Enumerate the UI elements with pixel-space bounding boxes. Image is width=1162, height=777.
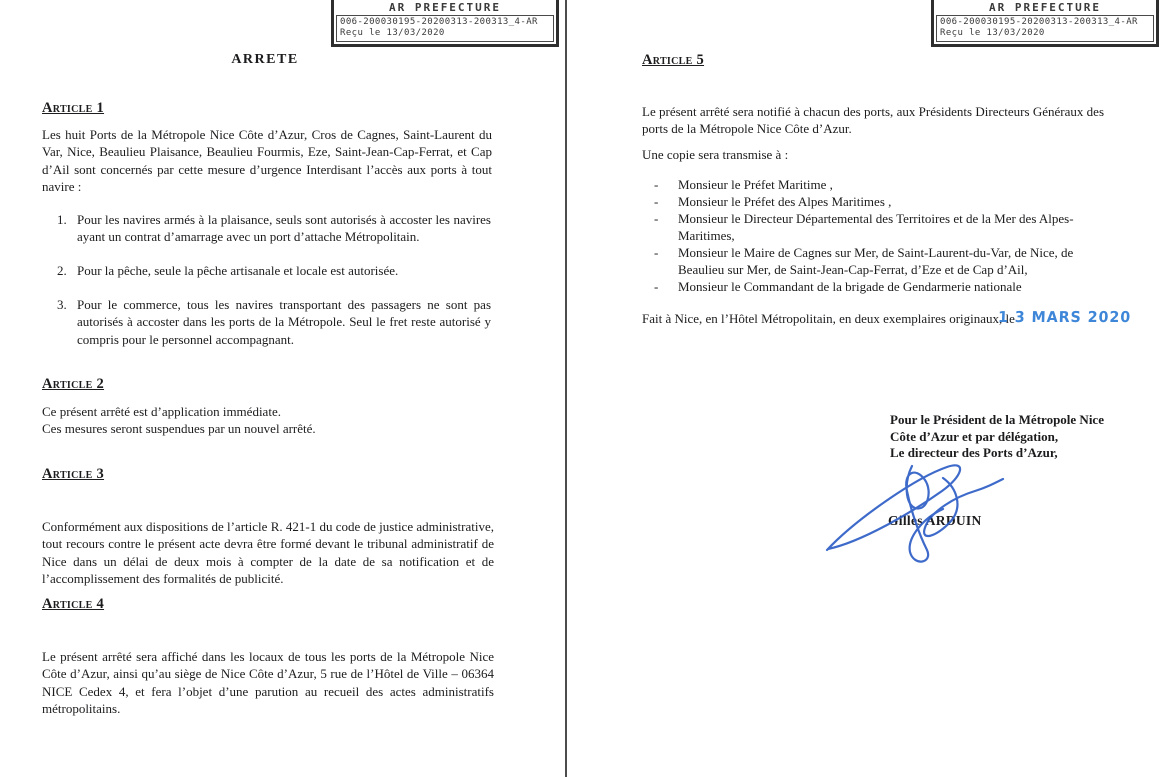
prefecture-stamp	[331, 0, 559, 47]
article-4-heading: Article 4	[42, 596, 105, 612]
recipient-item	[642, 244, 1122, 278]
date-stamp: 1 3 MARS 2020	[997, 308, 1132, 326]
recipients-list	[642, 176, 1122, 295]
list-item-1	[57, 211, 491, 246]
recipient-item	[642, 210, 1122, 244]
list-item-1-number: 1.	[57, 212, 67, 227]
article-1-heading: Article 1	[42, 100, 105, 116]
recipient-text: Monsieur le Préfet Maritime ,	[678, 177, 833, 192]
recipient-text: Monsieur le Préfet des Alpes Maritimes ,	[678, 194, 892, 209]
handwritten-signature	[815, 446, 1015, 574]
list-item-2	[57, 262, 491, 279]
list-item-3-text: Pour le commerce, tous les navires transportant des passagers ne sont pas autorisés à accoster dans les ports de la Métropole. Seul le fret reste autorisé y compris pour le personnel accompagnant.	[77, 297, 491, 347]
article-3-body: Conformément aux dispositions de l’article R. 421-1 du code de justice administrative, tout recours contre le présent acte devra être formé devant le tribunal administratif de Nice dans un délai de deux mois à compter de la date de sa notification et de l’accomplissement des formalités de publicité.	[42, 519, 494, 586]
article-2-line-2: Ces mesures seront suspendues par un nouvel arrêté.	[42, 421, 316, 436]
article-4-body: Le présent arrêté sera affiché dans les locaux de tous les ports de la Métropole Nice Côte d’Azur, ainsi qu’au siège de Nice Côte d’Azur, 5 rue de l’Hôtel de Ville – 06364 NICE Cedex 4, et fera l’objet d’une parution au recueil des actes administratifs métropolitains.	[42, 649, 494, 716]
list-item-1-text: Pour les navires armés à la plaisance, seuls sont autorisés à accoster les navires ayant un contrat d’amarrage avec un port d’attache Métropolitain.	[77, 212, 491, 245]
list-item-3-number: 3.	[57, 297, 67, 312]
article-3-heading: Article 3	[42, 466, 105, 482]
page-divider	[565, 0, 567, 777]
stamp-received-date: Reçu le 13/03/2020	[940, 28, 1045, 38]
stamp-received-date: Reçu le 13/03/2020	[340, 28, 445, 38]
signatory-name: Gilles ARDUIN	[888, 513, 982, 528]
dash-bullet: -	[654, 279, 659, 294]
stamp-reference-number: 006-200030195-20200313-200313_4-AR	[340, 17, 538, 27]
signature-title-line-3: Le directeur des Ports d’Azur,	[890, 445, 1058, 460]
signature-title-line-1: Pour le Président de la Métropole Nice	[890, 412, 1104, 427]
document-title: ARRETE	[231, 52, 299, 67]
signature-stroke	[924, 478, 1003, 536]
recipient-text: Monsieur le Directeur Départemental des Territoires et de la Mer des Alpes-Maritimes,	[678, 211, 1074, 243]
list-item-2-text: Pour la pêche, seule la pêche artisanale et locale est autorisée.	[77, 263, 399, 278]
article-1-body: Les huit Ports de la Métropole Nice Côte d’Azur, Cros de Cagnes, Saint-Laurent du Var, Nice, Beaulieu Plaisance, Beaulieu Fourmis, Eze, Saint-Jean-Cap-Ferrat, et Cap d’Ail sont concernés par cette mesure d’urgence Interdisant l’accès aux ports à tout navire :	[42, 127, 492, 194]
stamp-title: AR PREFECTURE	[988, 1, 1102, 14]
list-item-3	[57, 296, 491, 348]
signature-stroke	[906, 466, 943, 562]
dash-bullet: -	[654, 211, 659, 226]
copy-line: Une copie sera transmise à :	[642, 147, 789, 162]
recipient-item	[642, 278, 1122, 295]
article-5-body: Le présent arrêté sera notifié à chacun des ports, aux Présidents Directeurs Généraux des ports de la Métropole Nice Côte d’Azur.	[642, 104, 1104, 137]
recipient-item	[642, 176, 1122, 193]
prefecture-stamp	[931, 0, 1159, 47]
list-item-2-number: 2.	[57, 263, 67, 278]
dash-bullet: -	[654, 245, 659, 260]
recipient-text: Monsieur le Maire de Cagnes sur Mer, de Saint-Laurent-du-Var, de Nice, de Beaulieu sur Mer, de Saint-Jean-Cap-Ferrat, d’Eze et de Cap d’Ail,	[678, 245, 1074, 277]
dash-bullet: -	[654, 194, 659, 209]
dash-bullet: -	[654, 177, 659, 192]
signature-title-line-2: Côte d’Azur et par délégation,	[890, 428, 1059, 444]
stamp-title: AR PREFECTURE	[388, 1, 502, 14]
article-2-heading: Article 2	[42, 376, 105, 392]
recipient-item	[642, 193, 1122, 210]
page-1	[0, 0, 565, 777]
stamp-registration	[336, 15, 554, 42]
recipient-text: Monsieur le Commandant de la brigade de Gendarmerie nationale	[678, 279, 1022, 294]
article-5-heading: Article 5	[642, 52, 705, 68]
stamp-registration	[936, 15, 1154, 42]
article-2-line-1: Ce présent arrêté est d’application immédiate.	[42, 404, 281, 419]
execution-place-line: Fait à Nice, en l’Hôtel Métropolitain, en deux exemplaires originaux, le	[642, 311, 1015, 326]
stamp-reference-number: 006-200030195-20200313-200313_4-AR	[940, 17, 1138, 27]
page-2	[570, 0, 1162, 777]
